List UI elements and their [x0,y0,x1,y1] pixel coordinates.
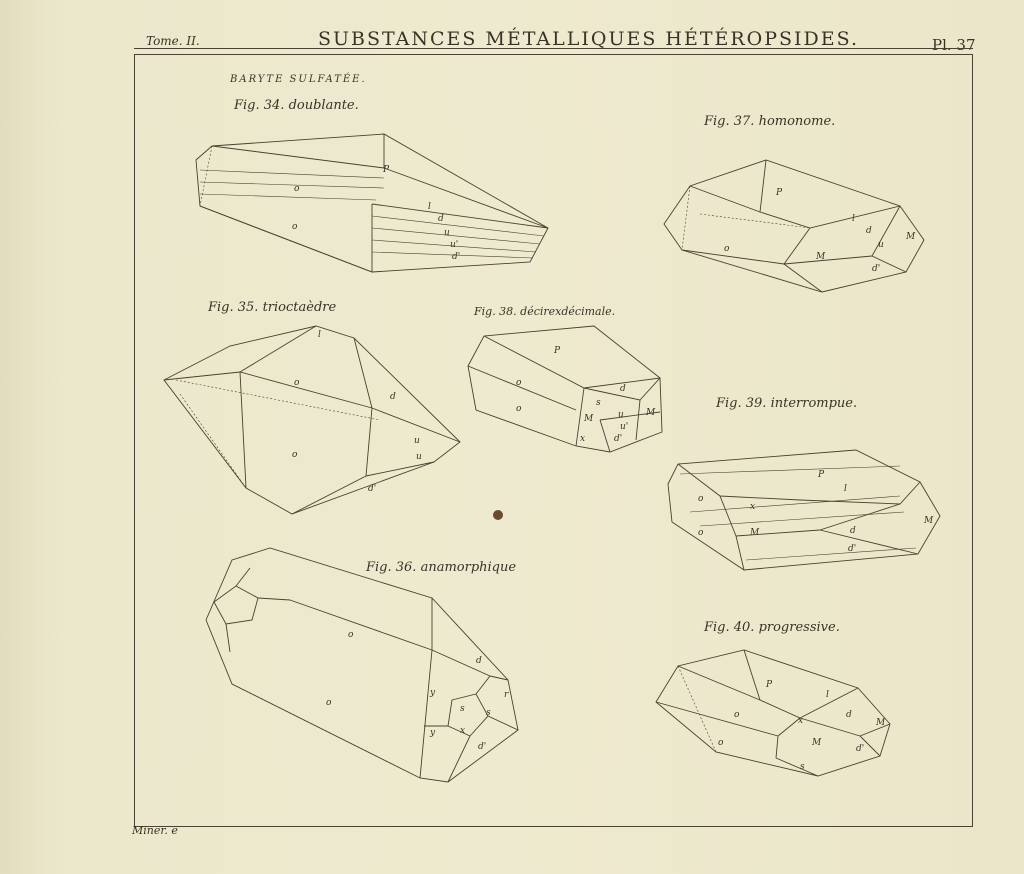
crystal-fig-35 [164,326,460,514]
fig-40-face-label: d' [856,744,865,754]
fig-40-caption: Fig. 40. progressive. [704,620,840,635]
fig-40-face-label: s [800,762,805,772]
fig-36-face-label: s [460,704,465,714]
fig-40-face-label: l [826,690,829,700]
fig-34-face-label: d [438,214,444,224]
fig-40-face-label: P [766,680,773,690]
fig-34-face-label: u' [450,240,459,250]
engraver-signature: Miner. e [132,824,178,837]
fig-38-face-label: o [516,378,522,388]
fig-36-caption: Fig. 36. anamorphique [366,560,517,575]
fig-38-face-label: u [618,410,624,420]
fig-38-face-label: P [554,346,561,356]
fig-37-face-label: d' [872,264,881,274]
plate-title: SUBSTANCES MÉTALLIQUES HÉTÉROPSIDES. [318,28,860,50]
crystal-fig-34 [196,134,548,272]
fig-35-face-label: u [416,452,422,462]
fig-37-face-label: P [776,188,783,198]
fig-34-face-label: o [292,222,298,232]
fig-38-face-label: d' [614,434,623,444]
fig-39-caption: Fig. 39. interrompue. [716,396,858,411]
crystal-fig-38 [468,326,662,452]
fig-38-face-label: u' [620,422,629,432]
crystal-fig-39 [668,450,940,570]
fig-39-face-label: d [850,526,856,536]
fig-34-face-label: o [294,184,300,194]
plate-number: Pl. 37 [932,36,976,54]
fig-38-face-label: o [516,404,522,414]
fig-36-face-label: s [486,708,491,718]
ink-spot [493,510,503,520]
fig-40-face-label: d [846,710,852,720]
tome-label: Tome. II. [146,34,200,48]
fig-40-face-label: M [812,738,822,748]
fig-35-face-label: d [390,392,396,402]
fig-39-face-label: M [750,528,760,538]
fig-35-face-label: o [294,378,300,388]
fig-40-face-label: M [876,718,886,728]
fig-34-face-label: l [428,202,431,212]
crystal-fig-37 [664,160,924,292]
crystal-fig-36 [206,548,518,782]
fig-34-face-label: P [383,165,390,175]
fig-34-face-label: u [444,228,450,238]
fig-36-face-label: y [430,688,436,698]
fig-36-face-label: d' [478,742,487,752]
fig-39-face-label: o [698,494,704,504]
fig-36-face-label: o [326,698,332,708]
fig-40-face-label: x [798,716,804,726]
fig-35-face-label: o [292,450,298,460]
fig-38-face-label: M [584,414,594,424]
fig-35-face-label: l [318,330,321,340]
fig-36-face-label: y [430,728,436,738]
fig-35-face-label: d' [368,484,377,494]
fig-36-face-label: r [504,690,509,700]
fig-36-face-label: x [460,726,466,736]
crystal-fig-40 [656,650,890,776]
fig-37-face-label: d [866,226,872,236]
fig-38-face-label: M [646,408,656,418]
fig-39-face-label: x [750,502,756,512]
fig-35-face-label: u [414,436,420,446]
fig-38-face-label: d [620,384,626,394]
fig-39-face-label: o [698,528,704,538]
fig-34-caption: Fig. 34. doublante. [234,98,359,113]
fig-38-face-label: s [596,398,601,408]
fig-39-face-label: d' [848,544,857,554]
fig-39-face-label: l [844,484,847,494]
fig-40-face-label: o [734,710,740,720]
plate-subtitle: BARYTE SULFATÉE. [230,74,367,85]
fig-37-face-label: l [852,214,855,224]
fig-39-face-label: P [818,470,825,480]
fig-40-face-label: o [718,738,724,748]
fig-37-face-label: o [724,244,730,254]
fig-38-face-label: x [580,434,586,444]
fig-36-face-label: o [348,630,354,640]
fig-37-caption: Fig. 37. homonome. [704,114,836,129]
fig-36-face-label: d [476,656,482,666]
fig-39-face-label: M [924,516,934,526]
fig-34-face-label: d' [452,252,461,262]
fig-37-face-label: u [878,240,884,250]
fig-37-face-label: M [906,232,916,242]
fig-37-face-label: M [816,252,826,262]
fig-38-caption: Fig. 38. décirexdécimale. [474,305,616,318]
fig-35-caption: Fig. 35. trioctaèdre [208,300,337,315]
